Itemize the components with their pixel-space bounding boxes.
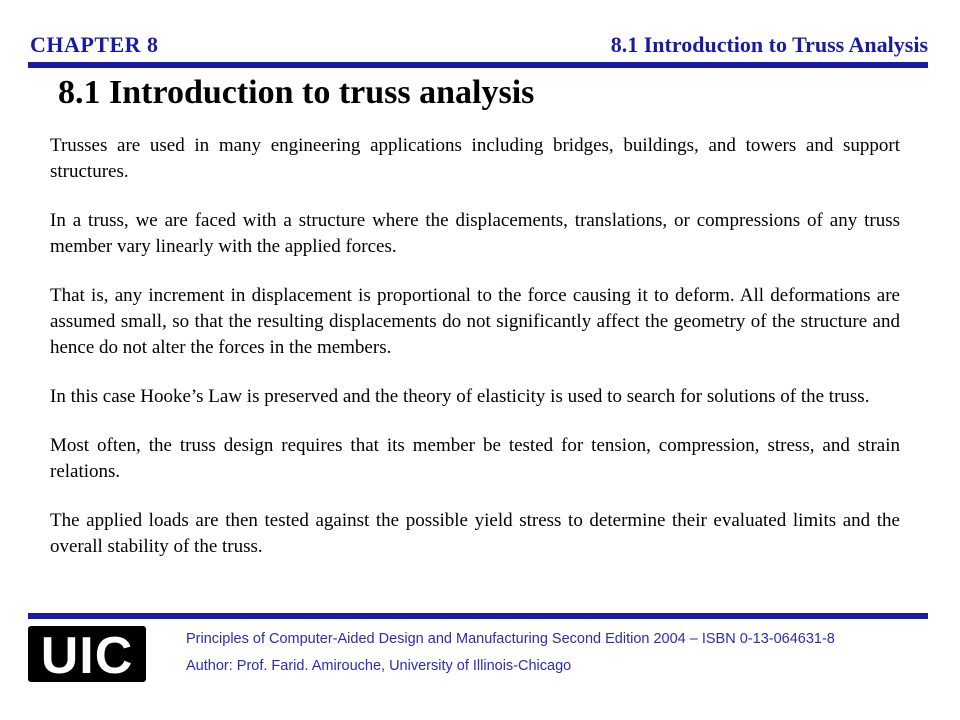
paragraph-3: That is, any increment in displacement is proportional to the force causing it to deform. All deformations are assumed small, so that the resulting displacements do not significantly affect the geometry of the structure and hence do not alter the forces in the members.	[50, 285, 900, 358]
paragraph-5: Most often, the truss design requires that its member be tested for tension, compression, stress, and strain relations.	[50, 435, 900, 482]
author-credit: Author: Prof. Farid. Amirouche, University of Illinois-Chicago	[186, 658, 572, 674]
uic-logo	[28, 626, 146, 682]
slide-body	[50, 133, 900, 583]
paragraph-1: Trusses are used in many engineering applications including bridges, buildings, and towers and support structures.	[50, 135, 900, 182]
chapter-label: CHAPTER 8	[30, 32, 159, 57]
svg-text:UIC: UIC	[40, 627, 134, 682]
bottom-divider	[28, 613, 928, 619]
paragraph-6: The applied loads are then tested against the possible yield stress to determine their evaluated limits and the overall stability of the truss.	[50, 510, 900, 557]
book-citation: Principles of Computer-Aided Design and Manufacturing Second Edition 2004 – ISBN 0-13-064631-8	[186, 631, 835, 647]
slide-title: 8.1 Introduction to truss analysis	[58, 74, 535, 111]
section-label: 8.1 Introduction to Truss Analysis	[610, 32, 928, 57]
top-divider	[28, 62, 928, 68]
paragraph-2: In a truss, we are faced with a structure where the displacements, translations, or compressions of any truss member vary linearly with the applied forces.	[50, 210, 900, 257]
paragraph-4: In this case Hooke’s Law is preserved and the theory of elasticity is used to search for solutions of the truss.	[50, 386, 870, 407]
